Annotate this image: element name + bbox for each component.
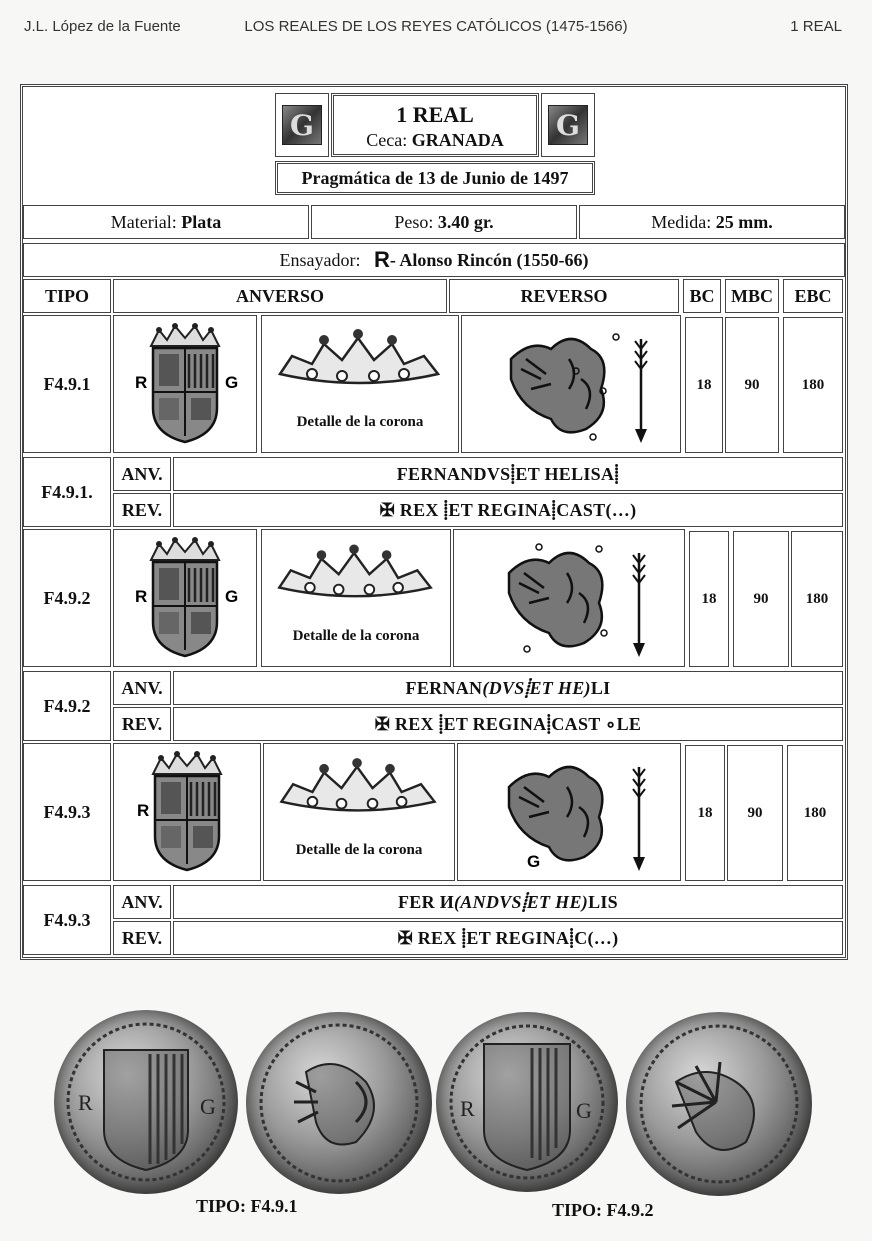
coin-right-mark: G: [200, 1094, 216, 1119]
weight-cell: [311, 205, 577, 239]
size-label: Medida:: [651, 211, 712, 232]
crown-icon: [151, 323, 219, 346]
shield-icon: [436, 1012, 618, 1192]
legend-type-id: F4.9.2: [23, 671, 111, 741]
mint-mark-logo-left: [275, 93, 329, 157]
col-mbc: MBC: [725, 279, 779, 313]
type-id: F4.9.3: [23, 743, 111, 881]
shield-icon: [54, 1010, 238, 1194]
reverse-illustration: [453, 529, 685, 667]
rev-label: REV.: [113, 707, 171, 741]
crown-detail: [261, 529, 451, 667]
photo-caption-1: TIPO: F4.9.1: [196, 1196, 298, 1216]
arrows-sheaf-icon: [509, 767, 602, 860]
weight-value: 3.40 gr.: [437, 211, 494, 232]
crown-detail-icon: [264, 744, 452, 840]
price-bc: 18: [689, 531, 729, 667]
arrows-sheaf-icon: [509, 553, 602, 646]
crown-icon: [153, 751, 221, 774]
coin-title: 1 REAL: [396, 102, 474, 127]
anv-legend-italic: (DVS⸽ET HE): [482, 678, 591, 698]
coin-photo-obverse-1: [54, 1010, 238, 1194]
rev-legend: ✠ REX ⸽ET REGINA⸽CAST(…): [173, 493, 843, 527]
coin-left-mark: R: [460, 1096, 475, 1121]
shield-icon: [153, 348, 217, 442]
shield-illustration: [113, 743, 261, 881]
page-denomination: 1 REAL: [790, 18, 842, 35]
reverse-illustration: [461, 315, 681, 453]
crown-caption: Detalle de la corona: [296, 414, 424, 430]
g-mint-icon: G: [282, 105, 322, 145]
col-anverso: ANVERSO: [113, 279, 447, 313]
arrow-icon: [633, 553, 645, 657]
type-id: F4.9.1: [23, 315, 111, 453]
price-mbc: 90: [725, 317, 779, 453]
anv-legend-italic: (ANDVS⸽ET HE): [454, 892, 589, 912]
crown-caption: Detalle de la corona: [295, 842, 423, 858]
price-ebc: 180: [791, 531, 843, 667]
arrow-icon: [633, 767, 645, 871]
coin-left-mark: R: [78, 1090, 93, 1115]
right-mark: G: [225, 587, 239, 606]
anv-legend-part: LI: [590, 677, 611, 698]
left-mark: R: [135, 587, 148, 606]
assayer-name: - Alonso Rincón (1550-66): [389, 249, 589, 270]
left-mark: R: [135, 373, 148, 392]
crown-icon: [151, 537, 219, 560]
anv-legend-part: FERNAN: [405, 677, 483, 698]
size-value: 25 mm.: [715, 211, 773, 232]
crown-detail-icon: [262, 316, 456, 412]
catalog-frame: [20, 84, 848, 960]
reverse-illustration: [457, 743, 681, 881]
col-ebc: EBC: [783, 279, 843, 313]
arrows-sheaf-icon: [511, 339, 604, 432]
arrow-icon: [635, 339, 647, 443]
mint-mark-logo-right: [541, 93, 595, 157]
weight-label: Peso:: [394, 211, 434, 232]
assayer-row: [23, 243, 845, 277]
legend-type-id: F4.9.1.: [23, 457, 111, 527]
material-cell: [23, 205, 309, 239]
price-mbc: 90: [727, 745, 783, 881]
coin-photo-reverse-1: [246, 1012, 432, 1194]
anv-legend: FERNANDVS⸽ET HELISA⸽: [173, 457, 843, 491]
photo-caption-2: TIPO: F4.9.2: [552, 1200, 654, 1220]
rev-legend: ✠ REX ⸽ET REGINA⸽CAST ∘LE: [173, 707, 843, 741]
pragmatica: Pragmática de 13 de Junio de 1497: [275, 161, 595, 195]
anv-legend-part: FER И: [398, 891, 455, 912]
right-mark: G: [225, 373, 239, 392]
shield-icon: [155, 776, 219, 870]
anv-label: ANV.: [113, 671, 171, 705]
material-value: Plata: [181, 211, 222, 232]
left-mark: R: [137, 801, 150, 820]
page-title: LOS REALES DE LOS REYES CATÓLICOS (1475-1566): [244, 18, 628, 35]
col-bc: BC: [683, 279, 721, 313]
legend-type-id: F4.9.3: [23, 885, 111, 955]
crown-caption: Detalle de la corona: [292, 628, 420, 644]
material-label: Material:: [110, 211, 177, 232]
mint-line: [334, 130, 536, 151]
rev-label: REV.: [113, 921, 171, 955]
anv-legend-part: LIS: [588, 891, 618, 912]
shield-illustration: [113, 315, 257, 453]
anv-legend: [173, 671, 843, 705]
mint-value: GRANADA: [411, 130, 504, 150]
assayer-label: Ensayador:: [279, 249, 361, 270]
price-bc: 18: [685, 317, 723, 453]
g-mint-icon: G: [548, 105, 588, 145]
anv-legend: [173, 885, 843, 919]
type-id: F4.9.2: [23, 529, 111, 667]
shield-illustration: [113, 529, 257, 667]
crown-detail: [261, 315, 459, 453]
assayer-mark: R: [374, 247, 390, 272]
price-bc: 18: [685, 745, 725, 881]
coin-title-box: [331, 93, 539, 157]
shield-icon: [153, 562, 217, 656]
price-ebc: 180: [783, 317, 843, 453]
col-reverso: REVERSO: [449, 279, 679, 313]
arrows-sheaf-icon: [626, 1012, 812, 1196]
price-ebc: 180: [787, 745, 843, 881]
anv-label: ANV.: [113, 457, 171, 491]
size-cell: [579, 205, 845, 239]
coin-photo-reverse-2: [626, 1012, 812, 1196]
reverse-mark: G: [527, 852, 541, 871]
price-mbc: 90: [733, 531, 789, 667]
crown-detail-icon: [262, 530, 448, 626]
arrows-sheaf-icon: [246, 1012, 432, 1194]
rev-legend: ✠ REX ⸽ET REGINA⸽C(…): [173, 921, 843, 955]
page-author: J.L. López de la Fuente: [24, 18, 181, 35]
coin-right-mark: G: [576, 1098, 592, 1123]
coin-photo-obverse-2: [436, 1012, 618, 1192]
mint-label: Ceca:: [366, 130, 408, 150]
col-tipo: TIPO: [23, 279, 111, 313]
rev-label: REV.: [113, 493, 171, 527]
crown-detail: [263, 743, 455, 881]
anv-label: ANV.: [113, 885, 171, 919]
